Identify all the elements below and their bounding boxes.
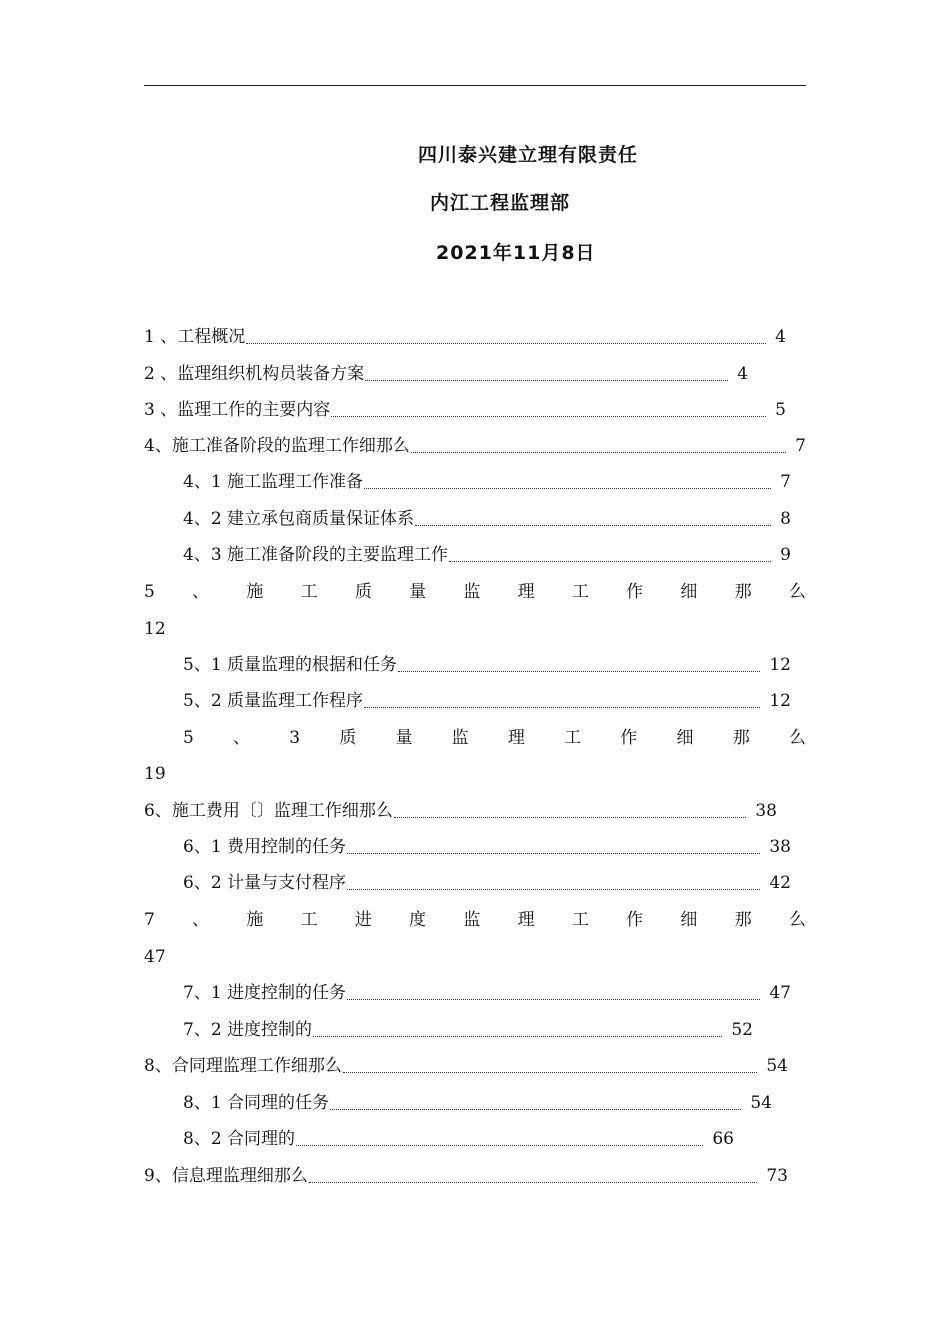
toc-char: 作 xyxy=(620,728,638,748)
toc-char: 理 xyxy=(517,582,535,602)
toc-entry-label: 6、施工费用〔〕监理工作细那么 xyxy=(144,801,393,821)
toc-leader xyxy=(309,1182,758,1183)
toc-leader xyxy=(347,889,760,890)
department-name: 内江工程监理部 xyxy=(430,192,571,214)
toc-entry[interactable] xyxy=(144,399,786,421)
toc-char: 那 xyxy=(734,582,752,602)
toc-char: 5 xyxy=(183,728,194,748)
toc-char: 3 xyxy=(289,728,301,748)
toc-entry-label: 4、2 建立承包商质量保证体系 xyxy=(183,509,415,529)
toc-page-number: 7 xyxy=(780,472,791,492)
toc-char: 细 xyxy=(680,582,698,602)
toc-page-number: 12 xyxy=(144,619,166,639)
toc-char: 工 xyxy=(300,582,318,602)
toc-page-number: 73 xyxy=(766,1166,788,1186)
toc-char: 7 xyxy=(144,910,155,930)
toc-page-number: 12 xyxy=(769,691,791,711)
toc-leader xyxy=(411,452,786,453)
toc-char: 质 xyxy=(339,728,357,748)
toc-char: 理 xyxy=(507,728,525,748)
toc-page-number: 54 xyxy=(750,1093,772,1113)
toc-leader xyxy=(246,343,766,344)
toc-entry-label: 1 、工程概况 xyxy=(144,327,246,347)
toc-entry[interactable] xyxy=(144,800,777,822)
toc-char: 量 xyxy=(409,582,427,602)
toc-char: 5 xyxy=(144,582,155,602)
toc-char: 那 xyxy=(734,910,752,930)
toc-entry-label: 5、1 质量监理的根据和任务 xyxy=(183,655,398,675)
toc-entry[interactable] xyxy=(144,435,806,457)
toc-leader xyxy=(364,707,760,708)
toc-page-number: 54 xyxy=(766,1056,788,1076)
toc-leader xyxy=(343,1072,758,1073)
toc-entry-label: 7、1 进度控制的任务 xyxy=(183,983,347,1003)
toc-page-number: 4 xyxy=(775,327,786,347)
toc-char: 质 xyxy=(354,582,372,602)
toc-leader xyxy=(415,525,771,526)
toc-leader xyxy=(330,1109,741,1110)
toc-entry-label: 8、合同理监理工作细那么 xyxy=(144,1056,342,1076)
toc-page-number: 7 xyxy=(795,436,806,456)
toc-char: 监 xyxy=(451,728,469,748)
toc-char: 工 xyxy=(571,910,589,930)
toc-leader xyxy=(331,416,766,417)
document-date: 2021年11月8日 xyxy=(436,242,596,264)
toc-entry-label: 7、2 进度控制的 xyxy=(183,1020,313,1040)
toc-page-number: 4 xyxy=(737,364,748,384)
toc-page-number: 19 xyxy=(144,764,166,784)
toc-char: 、 xyxy=(192,910,210,930)
toc-subentry[interactable] xyxy=(183,1019,753,1041)
toc-leader xyxy=(449,561,771,562)
header-rule xyxy=(144,85,806,86)
toc-leader xyxy=(347,853,760,854)
toc-page-number: 47 xyxy=(769,983,791,1003)
toc-leader xyxy=(364,488,771,489)
toc-subentry[interactable] xyxy=(183,982,791,1004)
company-name: 四川泰兴建立理有限责任 xyxy=(418,144,639,166)
toc-subentry[interactable] xyxy=(183,1128,734,1150)
toc-leader xyxy=(313,1036,722,1037)
toc-entry[interactable] xyxy=(144,326,786,348)
toc-entry-label: 4、1 施工监理工作准备 xyxy=(183,472,364,492)
toc-subentry[interactable] xyxy=(183,544,791,566)
toc-char: 那 xyxy=(732,728,750,748)
toc-subentry[interactable] xyxy=(183,471,791,493)
toc-subentry-justified[interactable] xyxy=(183,727,806,749)
toc-entry[interactable] xyxy=(144,1165,788,1187)
toc-entry-label: 3 、监理工作的主要内容 xyxy=(144,400,331,420)
toc-char: 监 xyxy=(463,910,481,930)
toc-page-number: 42 xyxy=(769,873,791,893)
toc-entry-label: 8、2 合同理的 xyxy=(183,1129,296,1149)
toc-page-number: 38 xyxy=(769,837,791,857)
toc-entry-label: 6、2 计量与支付程序 xyxy=(183,873,347,893)
toc-page-number: 5 xyxy=(775,400,786,420)
toc-page-number: 47 xyxy=(144,947,166,967)
toc-char: 监 xyxy=(463,582,481,602)
toc-char: 进 xyxy=(354,910,372,930)
toc-char: 么 xyxy=(788,728,806,748)
toc-char: 么 xyxy=(788,582,806,602)
toc-page-number: 8 xyxy=(780,509,791,529)
toc-leader xyxy=(398,671,760,672)
toc-char: 、 xyxy=(192,582,210,602)
toc-subentry[interactable] xyxy=(183,508,791,530)
toc-page-number: 9 xyxy=(780,545,791,565)
toc-leader xyxy=(347,999,760,1000)
toc-subentry[interactable] xyxy=(183,836,791,858)
toc-entry-justified[interactable] xyxy=(144,581,806,603)
toc-entry[interactable] xyxy=(144,1055,788,1077)
toc-entry-justified[interactable] xyxy=(144,909,806,931)
toc-char: 、 xyxy=(233,728,251,748)
toc-subentry[interactable] xyxy=(183,1092,772,1114)
toc-char: 度 xyxy=(409,910,427,930)
toc-char: 量 xyxy=(395,728,413,748)
toc-subentry[interactable] xyxy=(183,690,791,712)
toc-entry-label: 2 、监理组织机构员装备方案 xyxy=(144,364,365,384)
toc-page-number: 38 xyxy=(755,801,777,821)
toc-leader xyxy=(296,1145,703,1146)
toc-char: 施 xyxy=(246,582,264,602)
toc-page-number: 52 xyxy=(731,1020,753,1040)
toc-page-number: 12 xyxy=(769,655,791,675)
toc-subentry[interactable] xyxy=(183,654,791,676)
toc-leader xyxy=(394,817,747,818)
toc-subentry[interactable] xyxy=(183,872,791,894)
toc-char: 理 xyxy=(517,910,535,930)
toc-char: 施 xyxy=(246,910,264,930)
toc-entry-label: 8、1 合同理的任务 xyxy=(183,1093,330,1113)
toc-char: 作 xyxy=(626,910,644,930)
toc-entry[interactable] xyxy=(144,363,748,385)
toc-char: 工 xyxy=(571,582,589,602)
toc-entry-label: 4、3 施工准备阶段的主要监理工作 xyxy=(183,545,449,565)
toc-char: 细 xyxy=(680,910,698,930)
toc-page-number: 66 xyxy=(712,1129,734,1149)
toc-char: 工 xyxy=(300,910,318,930)
toc-entry-label: 4、施工准备阶段的监理工作细那么 xyxy=(144,436,410,456)
toc-entry-label: 6、1 费用控制的任务 xyxy=(183,837,347,857)
toc-entry-label: 9、信息理监理细那么 xyxy=(144,1166,308,1186)
toc-leader xyxy=(365,380,728,381)
toc-entry-label: 5、2 质量监理工作程序 xyxy=(183,691,364,711)
toc-char: 么 xyxy=(788,910,806,930)
toc-char: 作 xyxy=(626,582,644,602)
toc-char: 细 xyxy=(676,728,694,748)
toc-char: 工 xyxy=(564,728,582,748)
